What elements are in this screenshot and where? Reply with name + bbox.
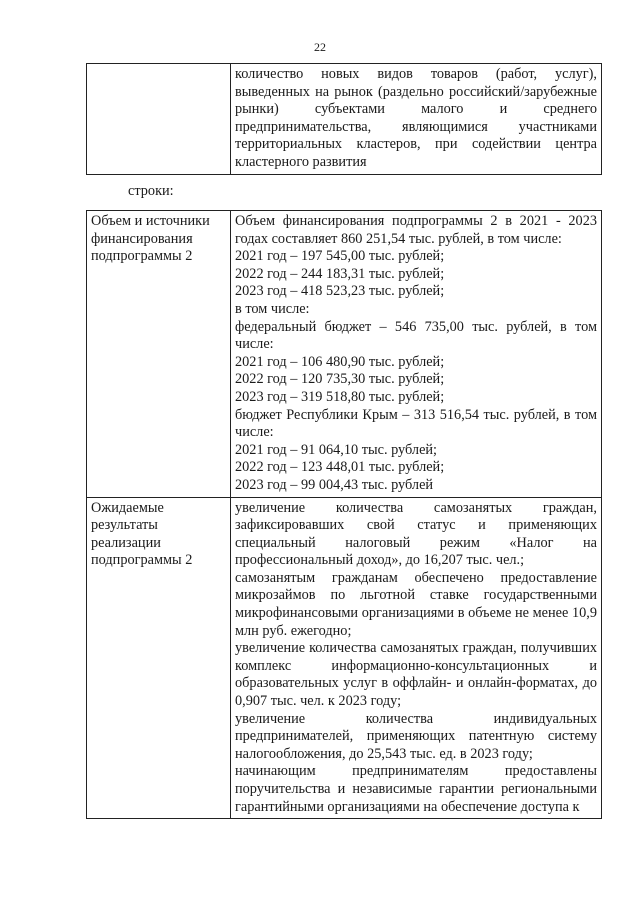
funding-line: 2021 год – 106 480,90 тыс. рублей; [235, 353, 445, 370]
program-passport-table [86, 210, 602, 819]
result-item: увеличение количества индивидуальных предпринимателей, применяющих патентную систему налогообложения, до 25,543 тыс. ед. в 2023 году; [235, 710, 597, 762]
result-item: самозанятым гражданам обеспечено предоставление микрозаймов по льготной ставке государственными микрофинансовыми организациями в объеме не менее 10,9 млн руб. ежегодно; [235, 569, 597, 639]
results-details-cell [231, 497, 602, 819]
table-row [87, 64, 602, 175]
funding-line: бюджет Республики Крым – 313 516,54 тыс. рублей, в том числе: [235, 406, 597, 441]
indicator-text-cell: количество новых видов товаров (работ, услуг), выведенных на рынок (раздельно российский/зарубежные рынки) субъектами малого и среднего предпринимательства, являющимися участниками территориальных кластеров, при содействии центра кластерного развития [231, 64, 602, 175]
funding-line: федеральный бюджет – 546 735,00 тыс. рублей, в том числе: [235, 318, 597, 353]
funding-line: Объем финансирования подпрограммы 2 в 2021 - 2023 годах составляет 860 251,54 тыс. рублей, в том числе: [235, 213, 597, 247]
section-label: строки: [128, 183, 174, 199]
result-item: начинающим предпринимателям предоставлены поручительства и независимые гарантии региональными гарантийными организациями на обеспечение доступа к [235, 763, 597, 815]
table-row [87, 497, 602, 819]
funding-line: 2022 год – 120 735,30 тыс. рублей; [235, 371, 445, 388]
funding-line: 2023 год – 418 523,23 тыс. рублей; [235, 283, 445, 300]
table-row [87, 211, 602, 498]
funding-line: в том числе: [235, 300, 310, 317]
page-number: 22 [314, 40, 326, 54]
funding-line: 2021 год – 197 545,00 тыс. рублей; [235, 248, 445, 265]
funding-line: 2023 год – 99 004,43 тыс. рублей [235, 476, 434, 493]
funding-line: 2023 год – 319 518,80 тыс. рублей; [235, 388, 445, 405]
continuation-table [86, 63, 602, 175]
funding-label-cell: Объем и источники финансирования подпрограммы 2 [87, 211, 231, 498]
results-label-cell: Ожидаемые результаты реализации подпрограммы 2 [87, 497, 231, 819]
result-item: увеличение количества самозанятых граждан, зафиксировавших свой статус и применяющих специальный налоговый режим «Налог на профессиональный доход», до 16,207 тыс. чел.; [235, 499, 597, 569]
funding-line: 2022 год – 123 448,01 тыс. рублей; [235, 459, 445, 476]
result-item: увеличение количества самозанятых граждан, получивших комплекс информационно-консультационных и образовательных услуг в оффлайн- и онлайн-форматах, до 0,907 тыс. чел. к 2023 году; [235, 640, 597, 710]
funding-details-cell [231, 211, 602, 498]
empty-left-cell [87, 64, 231, 175]
funding-line: 2022 год – 244 183,31 тыс. рублей; [235, 265, 445, 282]
funding-line: 2021 год – 91 064,10 тыс. рублей; [235, 441, 438, 458]
